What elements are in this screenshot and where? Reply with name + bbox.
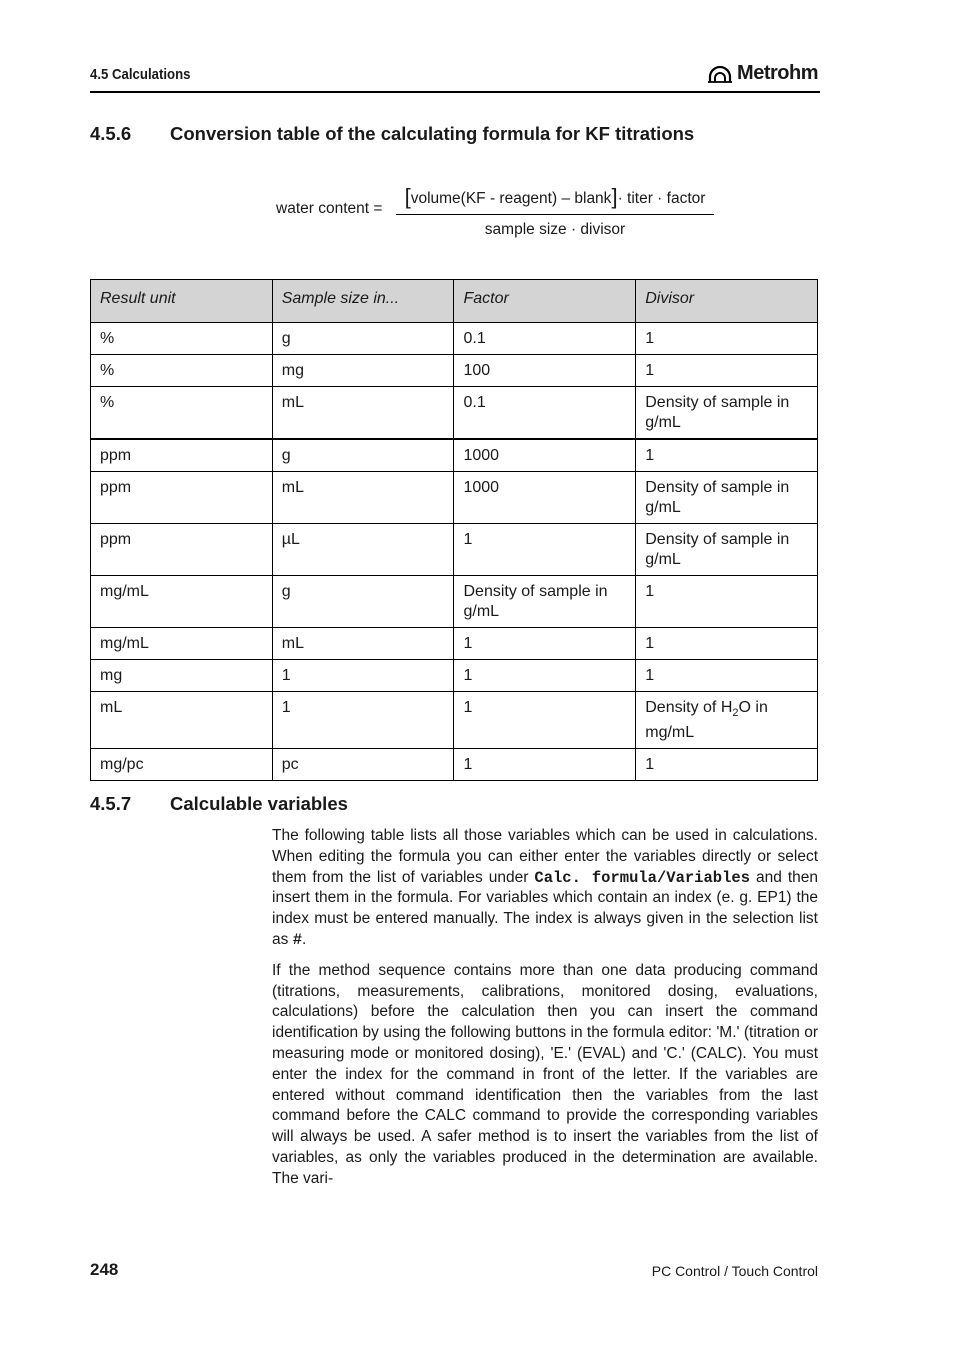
formula-denominator: sample size · divisor: [484, 221, 626, 238]
table-row: mL 1 1 Density of $H_2O$ in mg/mL: [91, 692, 818, 749]
table-row: mg/mL mL 1 1: [91, 628, 818, 660]
page-number: 248: [90, 1260, 119, 1279]
table-header-row: [91, 280, 818, 323]
section-heading-4-5-7: [90, 793, 348, 815]
running-header-section: 4.5 Calculations: [90, 66, 191, 83]
body-text: [272, 826, 818, 1200]
header-result-unit: Result unit: [91, 280, 273, 323]
section-title: Conversion table of the calculating formula for KF titrations: [170, 123, 695, 144]
header-rule: [90, 91, 820, 93]
table-row: % g 0.1 1: [91, 323, 818, 355]
h2o-density-cell: Density of $H_2O$ in mg/mL: [636, 692, 818, 749]
table-row: mg/pc pc 1 1: [91, 749, 818, 781]
metrohm-logo: [707, 62, 818, 85]
section-number: 4.5.6: [90, 123, 132, 144]
section-number: 4.5.7: [90, 793, 132, 814]
metrohm-logo-icon: [707, 65, 733, 83]
footer-title: PC Control / Touch Control: [651, 1263, 818, 1279]
table-row: ppm µL 1 Density of sample in g/mL: [91, 524, 818, 576]
menu-path-code: Calc. formula/Variables: [534, 868, 750, 887]
paragraph-command-identification: If the method sequence contains more than one data producing command (titrations, measurements, calibrations, monitored dosing, evaluations, calculations) before the calculation then you can insert the command identification by using the following buttons in the formula editor: 'M.' (titration or measuring mode or monitored dosing), 'E.' (EVAL) and 'C.' (CALC). You must enter the index for the command in front of the letter. If the variables are entered without command identification then the variables from the last command before the CALC command to provide the corresponding variables will always be used. A safer method is to insert the variables from the list of variables, as only the variables produced in the determination are available. The vari-: [272, 961, 818, 1187]
header-divisor: Divisor: [636, 280, 818, 323]
formula-fraction: [396, 184, 714, 239]
paragraph-variables-intro: The following table lists all those variables which can be used in calculations. When editing the formula you can either enter the variables directly or select them from the list of variables under Calc. formula/Variables and then insert them in the formula. For variables which contain an index (e. g. EP1) the index must be entered manually. The index is always given in the selection list as #.: [272, 827, 818, 949]
formula-numerator: [volume(KF - reagent) – blank]· titer · factor: [404, 184, 706, 209]
table-row: mg/mL g Density of sample in g/mL 1: [91, 576, 818, 628]
section-title: Calculable variables: [170, 793, 348, 814]
formula-lhs: water content =: [276, 200, 383, 217]
logo-text: Metrohm: [737, 62, 818, 84]
table-row: ppm g 1000 1: [91, 439, 818, 472]
table-row: ppm mL 1000 Density of sample in g/mL: [91, 472, 818, 524]
conversion-table: [90, 279, 818, 781]
fraction-bar: [396, 214, 714, 215]
table-row: % mg 100 1: [91, 355, 818, 387]
index-symbol-code: #: [292, 930, 302, 949]
section-heading-4-5-6: [90, 123, 694, 145]
table-row: % mL 0.1 Density of sample in g/mL: [91, 387, 818, 440]
header-factor: Factor: [454, 280, 636, 323]
table-row: mg 1 1 1: [91, 660, 818, 692]
header-sample-size: Sample size in...: [272, 280, 454, 323]
